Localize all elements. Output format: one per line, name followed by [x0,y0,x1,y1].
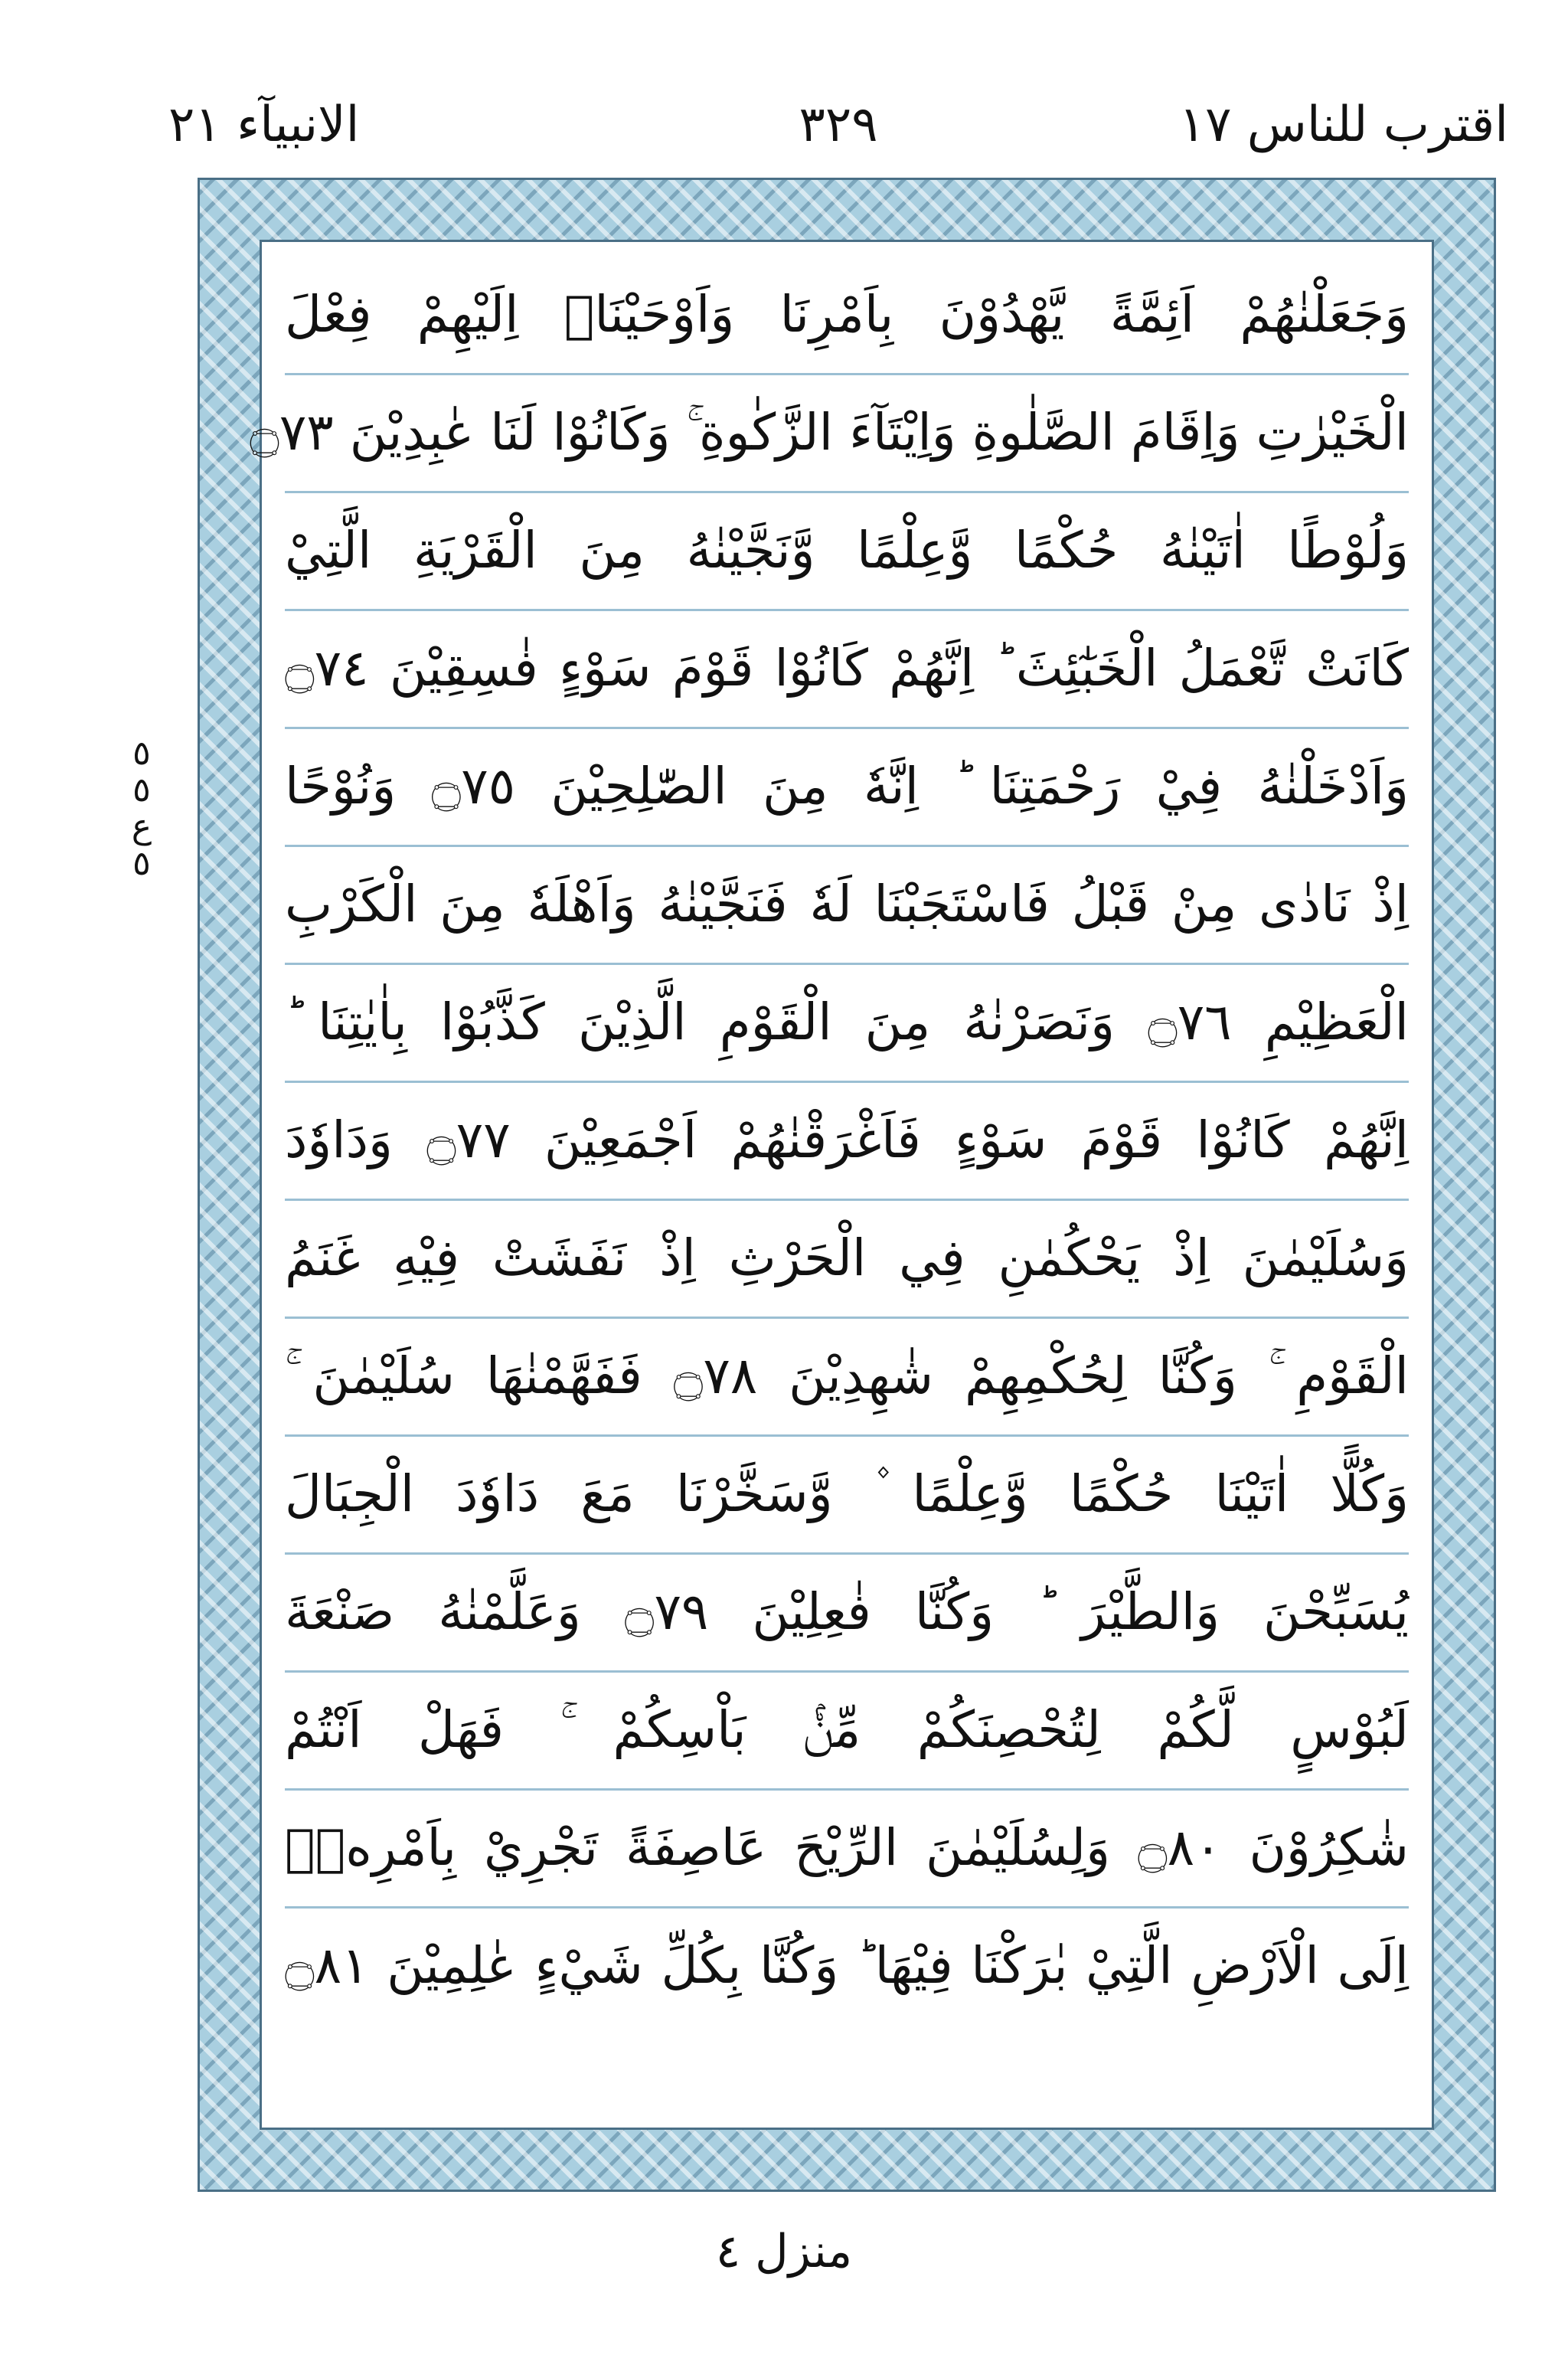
verse-line: وَسُلَيْمٰنَ اِذْ يَحْكُمٰنِ فِي الْحَرْثِ اِذْ نَفَشَتْ فِيْهِ غَنَمُ [285,1201,1409,1319]
page-header [168,90,1508,159]
ruku-marker-letter: ع [131,807,152,846]
verse-line: يُسَبِّحْنَ وَالطَّيْرَ ؕ وَكُنَّا فٰعِلِيْنَ ۝٧٩ وَعَلَّمْنٰهُ صَنْعَةَ [285,1555,1409,1673]
verse-line: وَكُلًّا اٰتَيْنَا حُكْمًا وَّعِلْمًا ۫ وَّسَخَّرْنَا مَعَ دَاوٗدَ الْجِبَالَ [285,1437,1409,1555]
verse-line: شٰكِرُوْنَ ۝٨٠ وَلِسُلَيْمٰنَ الرِّيْحَ عَاصِفَةً تَجْرِيْ بِاَمْرِهٖۤ [285,1791,1409,1909]
ruku-marker [115,735,168,882]
verse-line: اِذْ نَادٰى مِنْ قَبْلُ فَاسْتَجَبْنَا لَهٗ فَنَجَّيْنٰهُ وَاَهْلَهٗ مِنَ الْكَرْبِ [285,847,1409,965]
ruku-marker-digit: ٥ [132,734,151,773]
page-number: ٣٢٩ [799,96,878,153]
verse-line: الْعَظِيْمِ ۝٧٦ وَنَصَرْنٰهُ مِنَ الْقَوْمِ الَّذِيْنَ كَذَّبُوْا بِاٰيٰتِنَا ؕ [285,965,1409,1083]
manzil-footer: منزل ٤ [715,2225,853,2278]
verse-line: لَبُوْسٍ لَّكُمْ لِتُحْصِنَكُمْ مِّنْۢ بَاْسِكُمْ ۚ فَهَلْ اَنْتُمْ [285,1673,1409,1791]
verse-text-area [250,240,1434,2130]
surah-title: الانبيآء ٢١ [168,96,360,153]
verse-line: الْخَيْرٰتِ وَاِقَامَ الصَّلٰوةِ وَاِيْتَآءَ الزَّكٰوةِ ۚ وَكَانُوْا لَنَا عٰبِدِيْنَ ۝٧٣ [285,375,1409,493]
verse-line: وَاَدْخَلْنٰهُ فِيْ رَحْمَتِنَا ؕ اِنَّهٗ مِنَ الصّٰلِحِيْنَ ۝٧٥ وَنُوْحًا [285,729,1409,847]
juz-title: اقترب للناس ١٧ [1178,96,1508,153]
ruku-marker-digit: ٥ [132,770,151,810]
verse-line: كَانَتْ تَّعْمَلُ الْخَبٰٓئِثَ ؕ اِنَّهُمْ كَانُوْا قَوْمَ سَوْءٍ فٰسِقِيْنَ ۝٧٤ [285,611,1409,729]
verse-line: اِلَى الْاَرْضِ الَّتِيْ بٰرَكْنَا فِيْهَا ؕ وَكُنَّا بِكُلِّ شَيْءٍ عٰلِمِيْنَ ۝٨١ [285,1936,1409,1995]
verse-line: وَلُوْطًا اٰتَيْنٰهُ حُكْمًا وَّعِلْمًا وَّنَجَّيْنٰهُ مِنَ الْقَرْيَةِ الَّتِيْ [285,493,1409,611]
verse-line: اِنَّهُمْ كَانُوْا قَوْمَ سَوْءٍ فَاَغْرَقْنٰهُمْ اَجْمَعِيْنَ ۝٧٧ وَدَاوٗدَ [285,1083,1409,1201]
verse-line: وَجَعَلْنٰهُمْ اَئِمَّةً يَّهْدُوْنَ بِاَمْرِنَا وَاَوْحَيْنَاۤ اِلَيْهِمْ فِعْلَ [285,257,1409,375]
decorative-border-frame [198,178,1496,2192]
verse-line: الْقَوْمِ ۚ وَكُنَّا لِحُكْمِهِمْ شٰهِدِيْنَ ۝٧٨ فَفَهَّمْنٰهَا سُلَيْمٰنَ ۚ [285,1319,1409,1437]
ruku-marker-digit: ٥ [132,844,151,883]
